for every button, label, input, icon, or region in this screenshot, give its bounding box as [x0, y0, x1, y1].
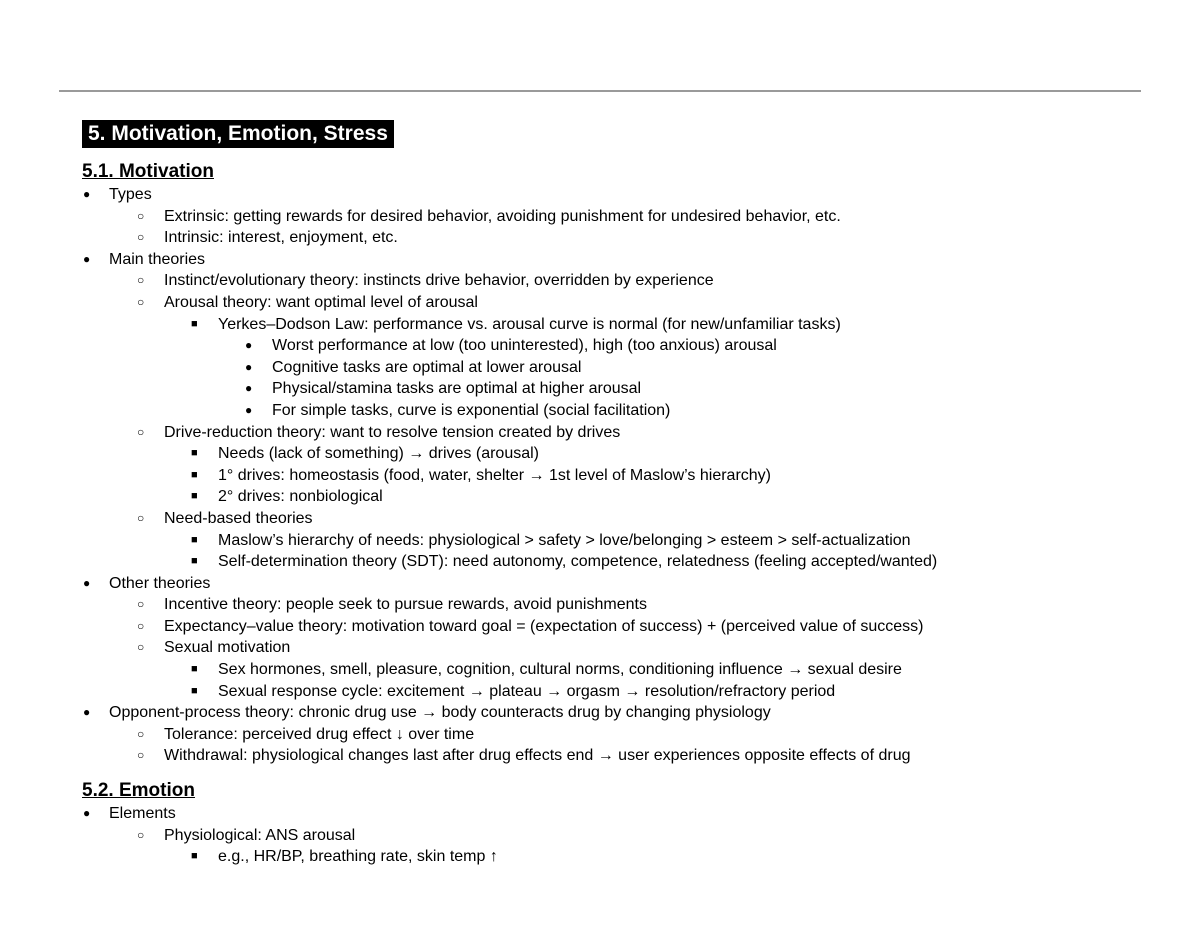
bullet-icon: ■	[191, 447, 198, 460]
list-item-text: e.g., HR/BP, breathing rate, skin temp ↑	[218, 848, 498, 866]
list-item-text: Withdrawal: physiological changes last after drug effects end → user experiences opposite effects of drug	[164, 747, 911, 765]
list-item-text: Yerkes–Dodson Law: performance vs. arousal curve is normal (for new/unfamiliar tasks)	[218, 315, 841, 333]
list-item	[82, 335, 1162, 357]
header-divider	[59, 90, 1141, 92]
list-item-text: Physical/stamina tasks are optimal at higher arousal	[272, 380, 642, 398]
bullet-icon: ●	[83, 187, 91, 201]
list-item-text: Physiological: ANS arousal	[164, 826, 356, 844]
bullet-icon: ●	[83, 705, 91, 720]
bullet-icon: ○	[137, 726, 145, 741]
bullet-icon: ○	[137, 510, 145, 525]
list-item-text: Drive-reduction theory: want to resolve tension created by drives	[164, 423, 621, 441]
section-heading-motivation: 5.1. Motivation	[82, 161, 214, 182]
bullet-icon: ○	[137, 748, 145, 763]
list-item	[82, 357, 1162, 379]
list-item-text: Instinct/evolutionary theory: instincts drive behavior, overridden by experience	[164, 272, 714, 290]
list-item	[82, 486, 1162, 508]
list-item	[82, 422, 1162, 444]
list-item	[82, 745, 1162, 767]
bullet-icon: ■	[191, 533, 198, 546]
list-item	[82, 206, 1162, 228]
list-item-text: Sex hormones, smell, pleasure, cognition, cultural norms, conditioning influence → sexual desire	[218, 661, 902, 679]
list-item	[82, 292, 1162, 314]
chapter-title: 5. Motivation, Emotion, Stress	[82, 120, 394, 148]
list-item	[82, 573, 1162, 595]
bullet-icon: ■	[191, 850, 198, 863]
list-item	[82, 314, 1162, 336]
list-item-text: Extrinsic: getting rewards for desired behavior, avoiding punishment for undesired behavior, etc.	[164, 207, 841, 225]
list-item-text: Arousal theory: want optimal level of arousal	[164, 293, 478, 311]
list-item	[82, 803, 1162, 825]
list-item-text: Elements	[109, 805, 176, 823]
list-item	[82, 270, 1162, 292]
list-item-text: Tolerance: perceived drug effect ↓ over time	[164, 725, 475, 743]
bullet-icon: ○	[137, 618, 145, 633]
bullet-icon: ○	[137, 294, 145, 309]
list-item-text: Other theories	[109, 574, 211, 592]
bullet-icon: ●	[83, 251, 91, 266]
list-item	[82, 594, 1162, 616]
motivation-outline	[82, 184, 1162, 767]
list-item-text: Main theories	[109, 250, 206, 268]
list-item	[82, 659, 1162, 681]
bullet-icon: ■	[191, 490, 198, 503]
list-item-text: Intrinsic: interest, enjoyment, etc.	[164, 229, 398, 247]
bullet-icon: ●	[245, 359, 253, 374]
bullet-icon: ■	[191, 317, 198, 330]
list-item	[82, 637, 1162, 659]
list-item-text: For simple tasks, curve is exponential (social facilitation)	[272, 401, 671, 419]
list-item-text: Maslow’s hierarchy of needs: physiological > safety > love/belonging > esteem > self-actualization	[218, 531, 911, 549]
bullet-icon: ●	[83, 575, 91, 590]
list-item-text: Types	[109, 186, 152, 203]
list-item	[82, 846, 1162, 868]
bullet-icon: ■	[191, 555, 198, 568]
bullet-icon: ■	[191, 684, 198, 697]
section-heading-emotion: 5.2. Emotion	[82, 780, 195, 802]
bullet-icon: ○	[137, 597, 145, 612]
list-item	[82, 249, 1162, 271]
list-item-text: Incentive theory: people seek to pursue rewards, avoid punishments	[164, 596, 647, 614]
bullet-icon: ●	[245, 338, 253, 353]
bullet-icon: ●	[245, 402, 253, 417]
bullet-icon: ○	[137, 827, 145, 842]
emotion-outline	[82, 803, 1162, 868]
list-item-text: Need-based theories	[164, 509, 313, 527]
list-item	[82, 530, 1162, 552]
bullet-icon: ○	[137, 208, 145, 223]
list-item-text: Sexual motivation	[164, 639, 291, 657]
list-item	[82, 184, 1162, 206]
list-item-text: Expectancy–value theory: motivation toward goal = (expectation of success) + (perceived value of success)	[164, 617, 924, 635]
list-item	[82, 724, 1162, 746]
bullet-icon: ■	[191, 468, 198, 481]
list-item	[82, 378, 1162, 400]
list-item-text: 1° drives: homeostasis (food, water, shelter → 1st level of Maslow’s hierarchy)	[218, 466, 771, 484]
list-item	[82, 227, 1162, 249]
list-item-text: Opponent-process theory: chronic drug use → body counteracts drug by changing physiology	[109, 704, 771, 722]
list-item	[82, 825, 1162, 847]
bullet-icon: ○	[137, 424, 145, 439]
list-item	[82, 616, 1162, 638]
list-item	[82, 443, 1162, 465]
bullet-icon: ■	[191, 663, 198, 676]
list-item-text: 2° drives: nonbiological	[218, 488, 383, 506]
list-item	[82, 465, 1162, 487]
list-item	[82, 681, 1162, 703]
list-item-text: Cognitive tasks are optimal at lower arousal	[272, 358, 582, 376]
document-body	[82, 120, 1162, 868]
bullet-icon: ●	[245, 381, 253, 396]
list-item-text: Self-determination theory (SDT): need autonomy, competence, relatedness (feeling accepted/wanted)	[218, 553, 938, 571]
bullet-icon: ○	[137, 230, 145, 245]
list-item	[82, 400, 1162, 422]
list-item	[82, 551, 1162, 573]
list-item	[82, 508, 1162, 530]
list-item-text: Sexual response cycle: excitement → plateau → orgasm → resolution/refractory period	[218, 682, 836, 700]
list-item	[82, 702, 1162, 724]
list-item-text: Worst performance at low (too uninterested), high (too anxious) arousal	[272, 337, 777, 355]
bullet-icon: ○	[137, 640, 145, 655]
bullet-icon: ●	[83, 806, 91, 821]
list-item-text: Needs (lack of something) → drives (arousal)	[218, 445, 540, 463]
bullet-icon: ○	[137, 273, 145, 288]
